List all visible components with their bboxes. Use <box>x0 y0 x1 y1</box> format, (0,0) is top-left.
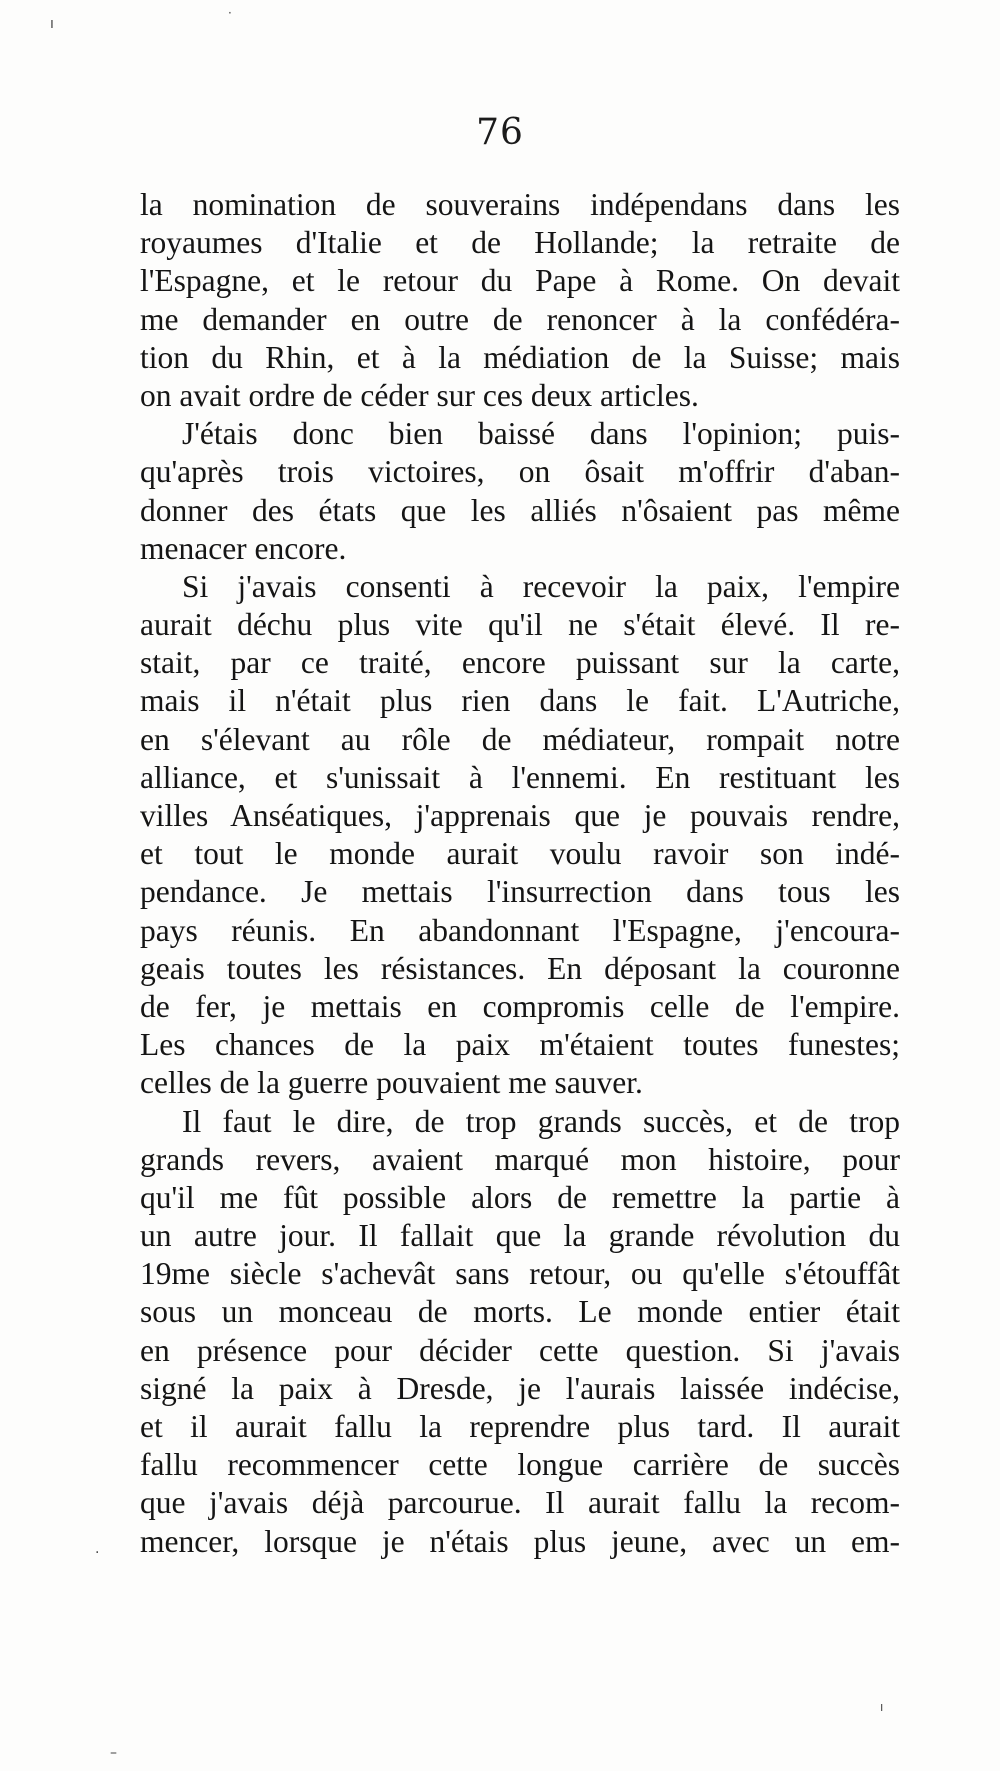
text-line: aurait déchu plus vite qu'il ne s'était élevé. Il re- <box>140 607 900 643</box>
text-line: que j'avais déjà parcourue. Il aurait fallu la recom- <box>140 1485 900 1521</box>
text-line: de fer, je mettais en compromis celle de l'empire. <box>140 988 900 1024</box>
text-line: en s'élevant au rôle de médiateur, rompait notre <box>140 721 900 757</box>
page-number: 76 <box>476 112 524 153</box>
text-line: celles de la guerre pouvaient me sauver. <box>140 1065 643 1101</box>
scan-speck: – <box>110 1745 117 1761</box>
text-line: geais toutes les résistances. En déposant la couronne <box>140 950 900 986</box>
text-line: villes Anséatiques, j'apprenais que je pouvais rendre, <box>140 798 900 833</box>
scan-speck: · <box>95 1545 100 1561</box>
text-line: l'Espagne, et le retour du Pape à Rome. On devait <box>140 263 900 299</box>
text-line: me demander en outre de renoncer à la confédéra- <box>140 301 900 337</box>
text-line: qu'après trois victoires, on ôsait m'offrir d'aban- <box>140 454 900 490</box>
text-line: un autre jour. Il fallait que la grande révolution du <box>140 1218 900 1254</box>
text-line: Si j'avais consenti à recevoir la paix, l'empire <box>182 568 900 604</box>
text-line: sous un monceau de morts. Le monde entier était <box>140 1294 900 1330</box>
text-line: pays réunis. En abandonnant l'Espagne, j'encoura- <box>140 912 900 948</box>
text-line: Il faut le dire, de trop grands succès, et de trop <box>182 1103 900 1139</box>
text-line: royaumes d'Italie et de Hollande; la retraite de <box>140 225 900 261</box>
text-line: on avait ordre de céder sur ces deux articles. <box>140 377 699 413</box>
text-line: mencer, lorsque je n'étais plus jeune, avec un em- <box>140 1523 900 1559</box>
text-line: J'étais donc bien baissé dans l'opinion; puis- <box>182 416 900 452</box>
text-line: la nomination de souverains indépendans dans les <box>140 187 900 222</box>
scan-speck: · <box>228 6 232 20</box>
text-line: menacer encore. <box>140 530 347 566</box>
text-line: et il aurait fallu la reprendre plus tard. Il aurait <box>140 1409 900 1444</box>
text-line: et tout le monde aurait voulu ravoir son indé- <box>140 836 900 872</box>
text-line: tion du Rhin, et à la médiation de la Suisse; mais <box>140 339 900 375</box>
text-line: mais il n'était plus rien dans le fait. L'Autriche, <box>140 683 900 719</box>
text-line: Les chances de la paix m'étaient toutes funestes; <box>140 1027 900 1063</box>
text-line: fallu recommencer cette longue carrière de succès <box>140 1447 900 1483</box>
text-line: signé la paix à Dresde, je l'aurais laissée indécise, <box>140 1370 900 1406</box>
text-line: stait, par ce traité, encore puissant sur la carte, <box>140 645 900 681</box>
scan-speck: ı <box>880 1700 884 1714</box>
text-line: qu'il me fût possible alors de remettre la partie à <box>140 1179 900 1215</box>
scan-speck: ı <box>50 16 54 32</box>
text-line: pendance. Je mettais l'insurrection dans tous les <box>140 874 900 910</box>
body-text <box>140 186 900 1561</box>
text-line: donner des états que les alliés n'ôsaient pas même <box>140 492 900 528</box>
text-line: 19me siècle s'achevât sans retour, ou qu'elle s'étouffât <box>140 1256 900 1292</box>
text-line: grands revers, avaient marqué mon histoire, pour <box>140 1141 900 1177</box>
text-line: en présence pour décider cette question. Si j'avais <box>140 1332 900 1368</box>
text-line: alliance, et s'unissait à l'ennemi. En restituant les <box>140 759 900 795</box>
